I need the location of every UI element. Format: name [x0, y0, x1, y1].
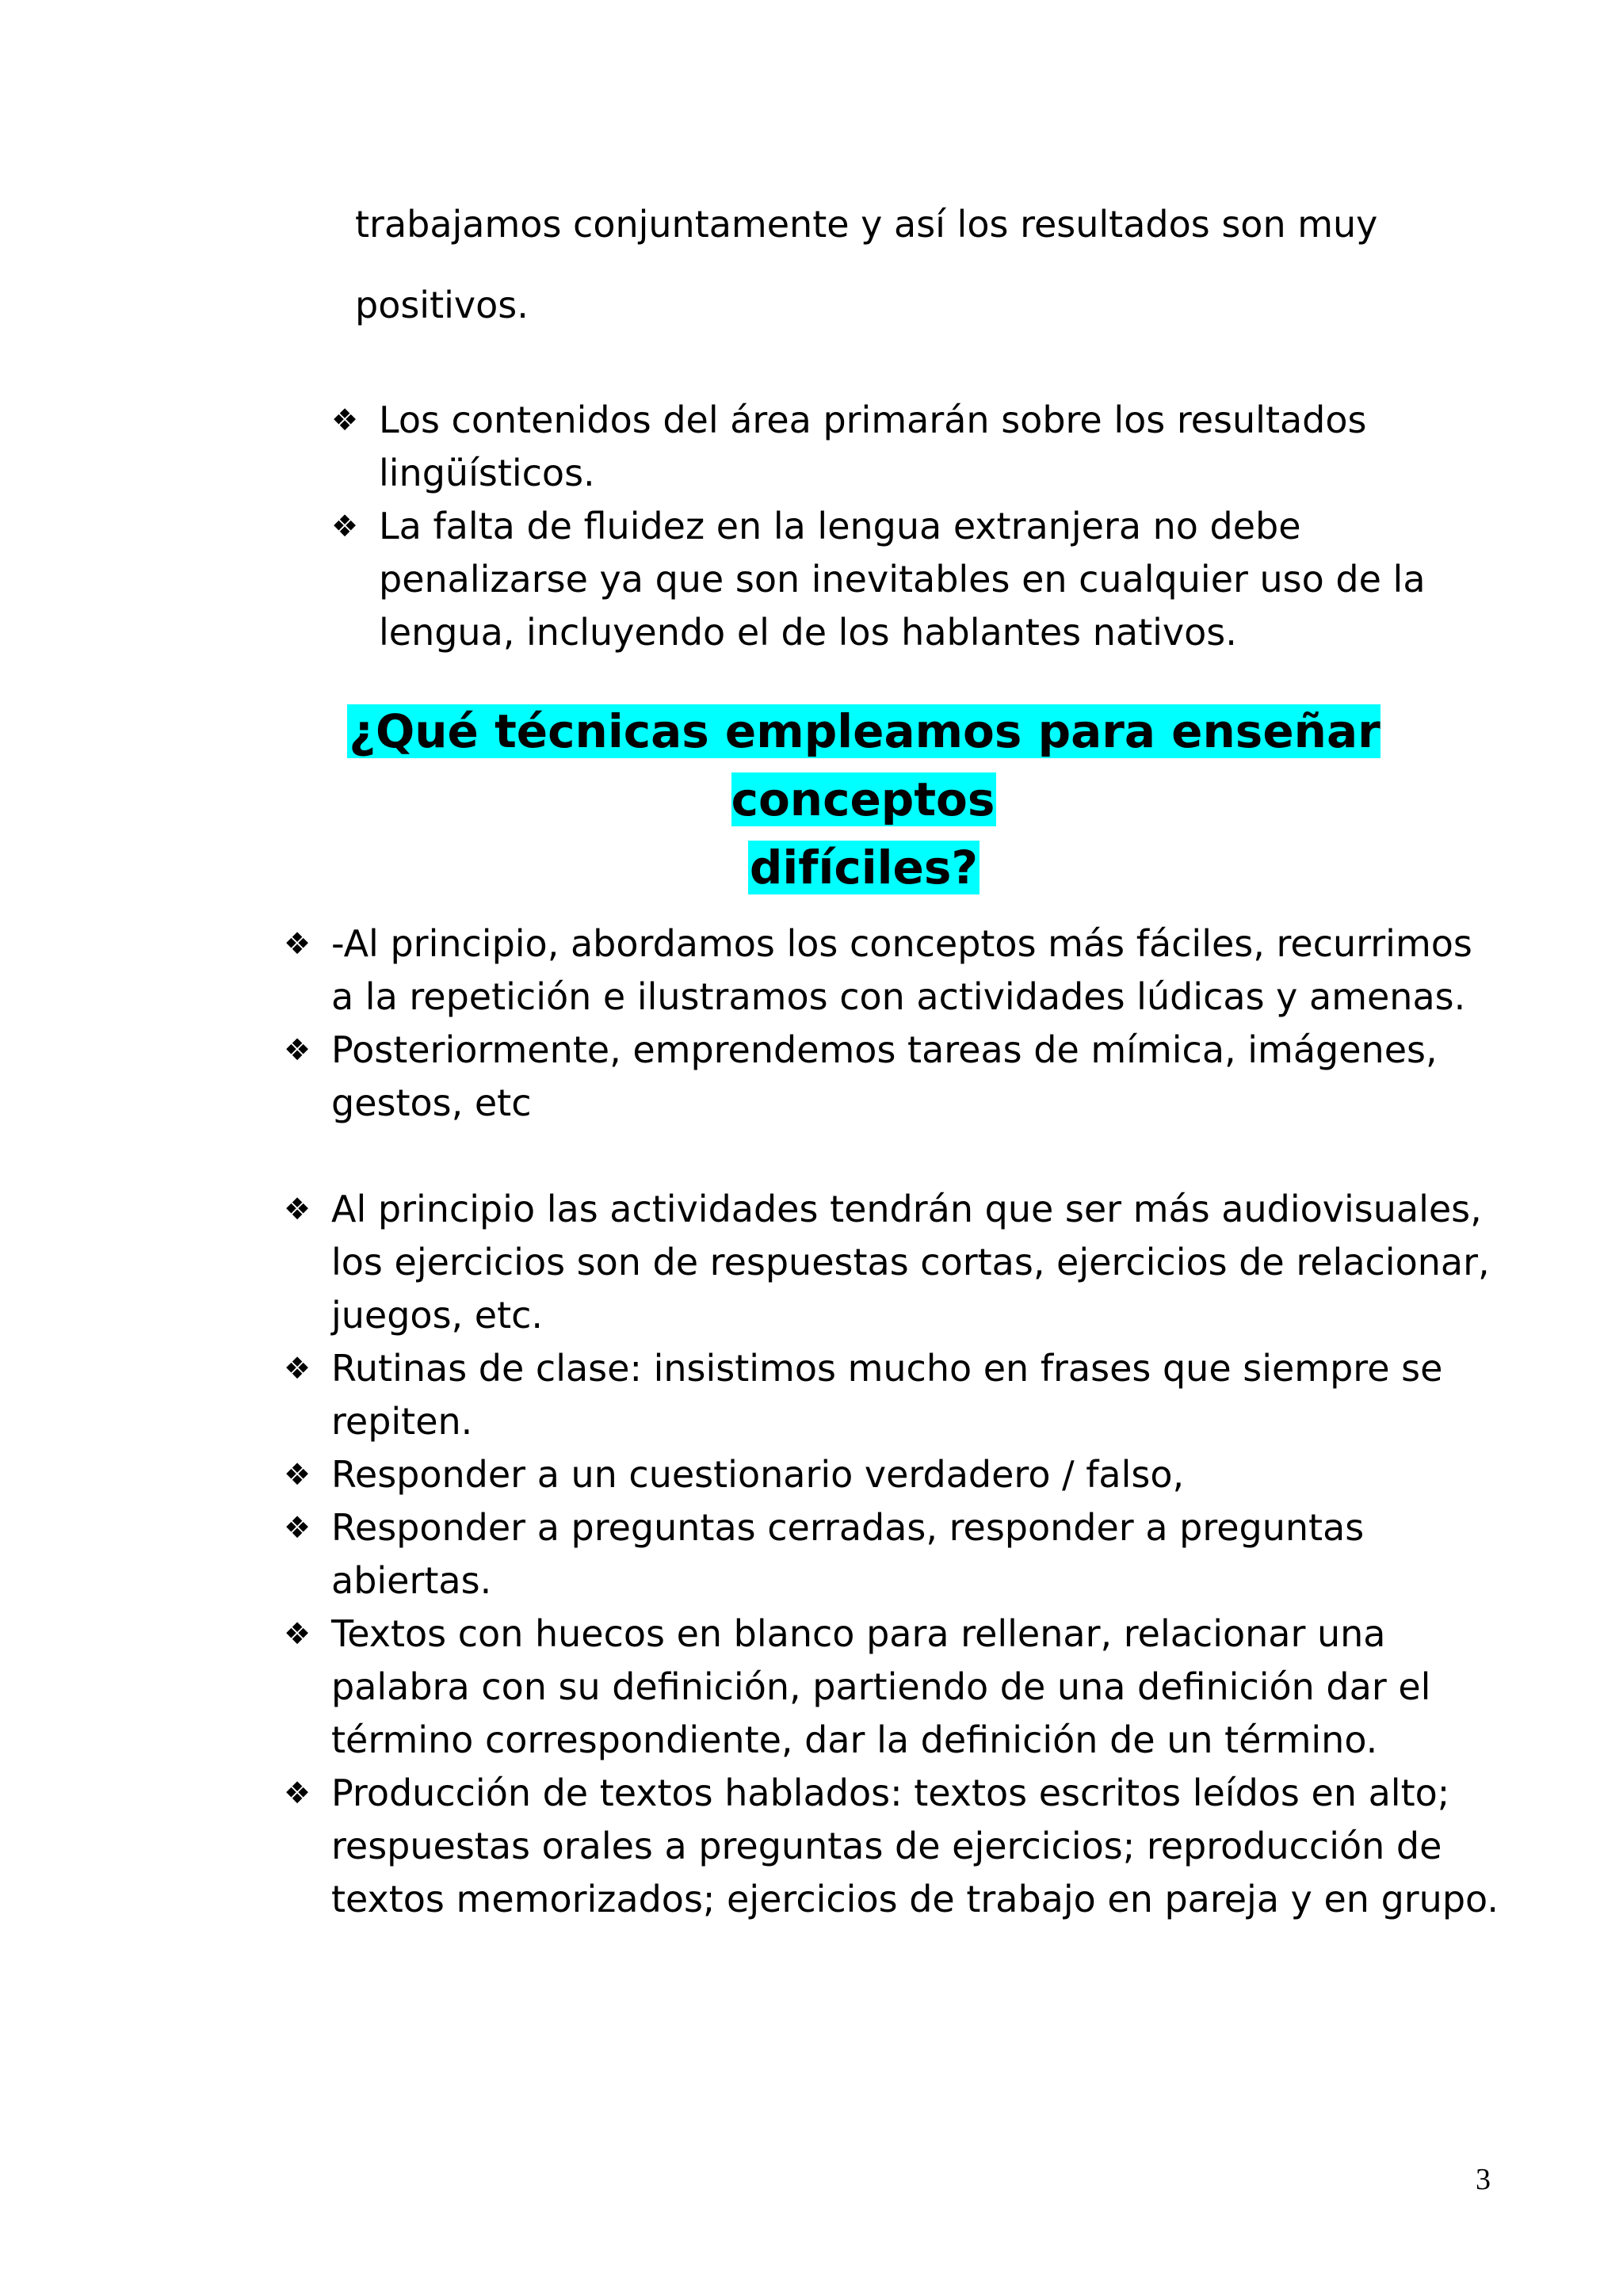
list-item-text: Al principio las actividades tendrán que ser más audiovisuales, los ejercicios son de respuestas cortas, ejercicios de relacionar, juegos, etc.: [331, 1188, 1490, 1337]
diamond-bullet-icon: ❖: [284, 926, 311, 961]
continuation-line-2: positivos.: [355, 284, 529, 326]
list-item: [284, 1024, 1504, 1130]
page-number: 3: [1476, 2163, 1491, 2196]
list-item: [284, 917, 1504, 1024]
heading-line-2: difíciles?: [749, 841, 979, 894]
list-item: [331, 500, 1504, 659]
section-heading: [269, 697, 1458, 902]
diamond-bullet-icon: ❖: [284, 1192, 311, 1226]
heading-line-1: ¿Qué técnicas empleamos para enseñar conceptos: [349, 704, 1381, 826]
list-item-text: Textos con huecos en blanco para rellenar, relacionar una palabra con su definición, partiendo de una definición dar el término correspondiente, dar la definición de un término.: [331, 1612, 1431, 1761]
list-item: [284, 1342, 1504, 1448]
list-item: [284, 1183, 1504, 1342]
diamond-bullet-icon: ❖: [284, 1351, 311, 1386]
diamond-bullet-icon: ❖: [284, 1032, 311, 1067]
list-item: [284, 1608, 1504, 1767]
list-item: [284, 1767, 1504, 1926]
diamond-bullet-icon: ❖: [284, 1616, 311, 1651]
list-item-text: Los contenidos del área primarán sobre los resultados lingüísticos.: [379, 399, 1367, 494]
diamond-bullet-icon: ❖: [331, 402, 359, 437]
diamond-bullet-icon: ❖: [331, 509, 359, 543]
list-item-text: Responder a un cuestionario verdadero / falso,: [331, 1453, 1185, 1496]
list-item-text: Producción de textos hablados: textos escritos leídos en alto; respuestas orales a preguntas de ejercicios; reproducción de textos memorizados; ejercicios de trabajo en pareja y en grupo.: [331, 1772, 1499, 1920]
list-item-text: La falta de fluidez en la lengua extranjera no debe penalizarse ya que son inevitables en cualquier uso de la lengua, incluyendo el de los hablantes nativos.: [379, 505, 1426, 654]
top-bullet-list: [331, 394, 1504, 659]
technique-bullet-list: [284, 917, 1504, 1926]
diamond-bullet-icon: ❖: [284, 1775, 311, 1810]
list-item-text: -Al principio, abordamos los conceptos más fáciles, recurrimos a la repetición e ilustramos con actividades lúdicas y amenas.: [331, 922, 1472, 1018]
list-item: [284, 1448, 1504, 1501]
list-item-text: Responder a preguntas cerradas, responder a preguntas abiertas.: [331, 1506, 1365, 1602]
list-item-text: Rutinas de clase: insistimos mucho en frases que siempre se repiten.: [331, 1347, 1443, 1443]
list-item: [331, 394, 1504, 500]
list-item-text: Posteriormente, emprendemos tareas de mímica, imágenes, gestos, etc: [331, 1028, 1438, 1124]
diamond-bullet-icon: ❖: [284, 1457, 311, 1492]
diamond-bullet-icon: ❖: [284, 1510, 311, 1545]
list-item: [284, 1501, 1504, 1608]
continuation-line-1: trabajamos conjuntamente y así los resultados son muy: [355, 203, 1378, 246]
